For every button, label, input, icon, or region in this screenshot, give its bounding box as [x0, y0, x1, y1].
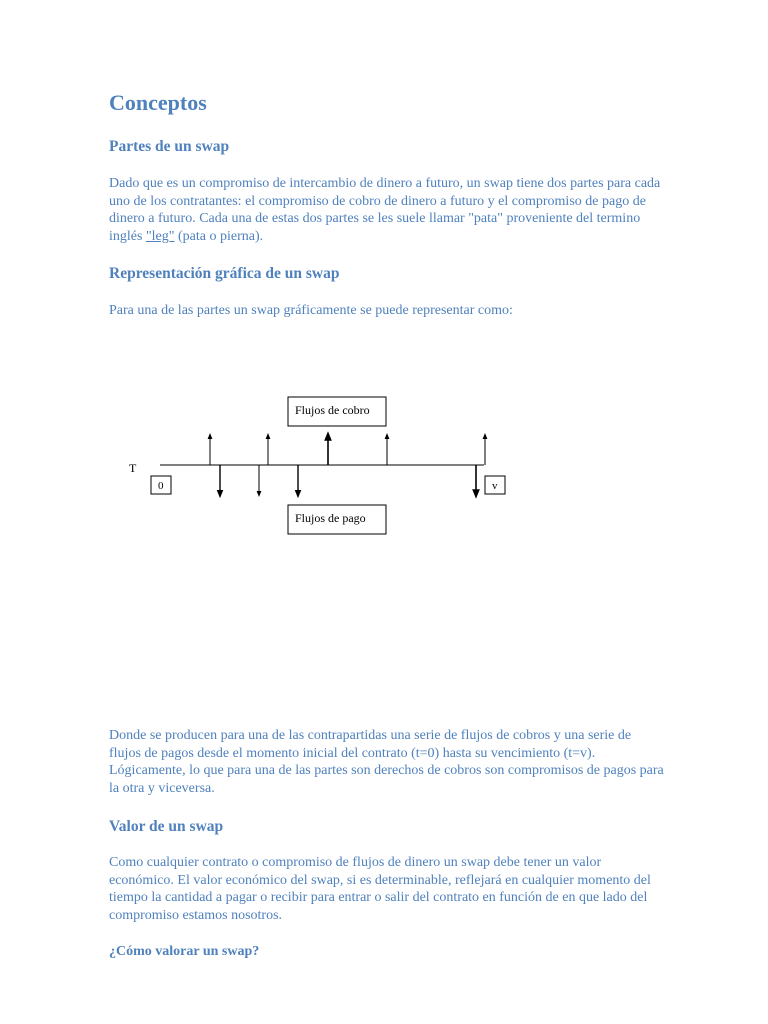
paragraph-representacion-explicacion: Donde se producen para una de las contrapartidas una serie de flujos de cobros y una serie de flujos de pagos desde el momento inicial del contrato (t=0) hasta su vencimiento (t=v). Lógicamente, lo que para una de las partes son derechos de cobros son compromisos de pagos para la otra y viceversa. [109, 728, 664, 797]
start-label: 0 [158, 480, 164, 492]
heading-representacion-grafica: Representación gráfica de un swap [109, 265, 340, 282]
paragraph-valor-swap: Como cualquier contrato o compromiso de flujos de dinero un swap debe tener un valor económico. El valor económico del swap, si es determinable, reflejará en cualquier momento del tiempo la cantidad a pagar o recibir para entrar o salir del contrato en función de en que lado del compromiso estamos nosotros. [109, 855, 651, 924]
axis-label-t: T [129, 461, 137, 475]
heading-partes-swap: Partes de un swap [109, 138, 230, 155]
pago-box-label: Flujos de pago [295, 511, 366, 525]
heading-valor-swap: Valor de un swap [109, 818, 224, 835]
heading-como-valorar: ¿Cómo valorar un swap? [109, 944, 260, 959]
leg-link[interactable]: "leg" [145, 229, 175, 245]
paragraph-partes-swap [109, 175, 664, 246]
end-label: v [492, 480, 498, 492]
cobro-box-label: Flujos de cobro [295, 403, 370, 417]
paragraph-text-end: (pata o pierna). [174, 229, 264, 245]
page-title: Conceptos [109, 90, 207, 115]
paragraph-text: Dado que es un compromiso de intercambio de dinero a futuro, un swap tiene dos partes para cada uno de los contratantes: el compromiso de cobro de dinero a futuro y el compromiso de pago de dinero a futuro. Cada una de estas dos partes se les suele llamar "pata" proveniente del termino inglés [109, 176, 661, 245]
swap-diagram [120, 388, 520, 543]
paragraph-representacion-intro: Para una de las partes un swap gráficamente se puede representar como: [109, 303, 513, 318]
